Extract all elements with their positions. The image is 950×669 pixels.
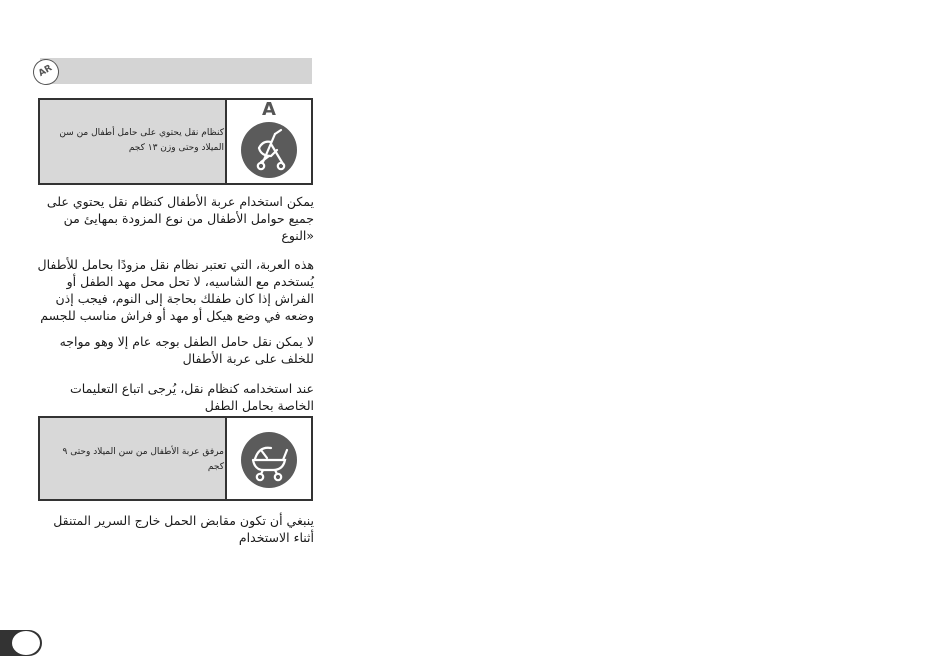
icon-cell [225,418,311,499]
info-box-carrier [38,98,313,185]
stroller-with-carrier-icon [241,122,297,178]
icon-cell [225,100,311,183]
type-letter: A [262,99,276,120]
page-tab-circle [12,631,40,655]
paragraph-1: يمكن استخدام عربة الأطفال كنظام نقل يحتوي على جميع حوامل الأطفال من نوع المزودة بمهايئ من «النوع [46,194,314,243]
pram-icon [241,432,297,488]
info-box-pram [38,416,313,501]
info-box-text: كنظام نقل يحتوي على حامل أطفال من سن الميلاد وحتى وزن ١٣ كجم [59,128,224,153]
paragraph-2: هذه العربة، التي تعتبر نظام نقل مزودًا بحامل للأطفال يُستخدم مع الشاسيه، لا تحل محل مهد الطفل أو الفراش إذا كان طفلك بحاجة إلى النوم، فيجب إذن وضعه في وضع هيكل أو مهد أو فراش مناسب للجسم [37,257,314,323]
info-box-text: مرفق عربة الأطفال من سن الميلاد وحتى ٩ كجم [62,447,224,472]
paragraph-4: عند استخدامه كنظام نقل، يُرجى اتباع التعليمات الخاصة بحامل الطفل [70,381,314,413]
paragraph-5: ينبغي أن تكون مقابض الحمل خارج السرير المتنقل أثناء الاستخدام [53,513,314,545]
section-header-bar [40,58,312,84]
paragraph-3: لا يمكن نقل حامل الطفل بوجه عام إلا وهو مواجه للخلف على عربة الأطفال [59,334,314,366]
language-badge: AR [28,54,64,90]
